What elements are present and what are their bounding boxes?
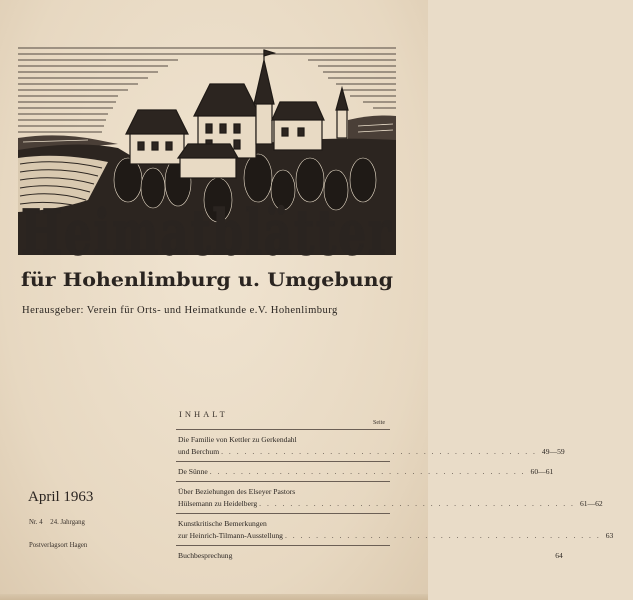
toc-heading: INHALT — [179, 409, 228, 419]
toc-leader-dots — [219, 446, 539, 458]
table-of-contents — [176, 429, 614, 565]
magazine-subtitle — [18, 266, 396, 292]
issue-number: Nr. 4 — [29, 519, 43, 526]
toc-entry-pages: 61—62 — [579, 499, 603, 508]
toc-entry-title: Über Beziehungen des Elseyer Pastors — [178, 487, 296, 496]
postal-location: Postverlagsort Hagen — [29, 542, 88, 549]
publisher-line: Herausgeber: Verein für Orts- und Heimatkunde e.V. Hohenlimburg — [22, 305, 338, 316]
magazine-title — [18, 186, 396, 268]
issue-meta — [29, 519, 91, 526]
toc-leader-dots — [208, 466, 528, 478]
toc-entry-title: zur Heinrich-Tilmann-Ausstellung — [178, 531, 283, 540]
toc-entry-title: und Berchum — [178, 447, 220, 456]
magazine-title-text: Heimatblätter — [21, 196, 393, 269]
toc-entry-pages: 63 — [605, 531, 614, 540]
toc-entry-title: Kunstkritische Bemerkungen — [178, 519, 267, 528]
page-edge — [0, 594, 428, 600]
toc-entry-title: Die Familie von Kettler zu Gerkendahl — [178, 435, 297, 444]
toc-entry[interactable] — [176, 545, 563, 565]
toc-page-label: Seite — [373, 420, 385, 426]
magazine-subtitle-text: für Hohenlimburg u. Umgebung — [21, 269, 393, 291]
toc-entry-pages: 64 — [555, 551, 563, 560]
toc-entry[interactable] — [176, 513, 614, 545]
toc-entry-pages: 60—61 — [530, 467, 554, 476]
toc-entry[interactable] — [176, 481, 603, 513]
issue-date: April 1963 — [28, 489, 94, 505]
toc-entry-title: Buchbesprechung — [178, 551, 233, 560]
issue-volume: 24. Jahrgang — [50, 519, 85, 526]
toc-entry-title: Hülsemann zu Heidelberg — [178, 499, 258, 508]
toc-entry[interactable] — [176, 461, 554, 481]
toc-entry[interactable] — [176, 429, 565, 461]
toc-entry-pages: 49—59 — [541, 447, 565, 456]
toc-leader-dots — [283, 530, 603, 542]
toc-leader-dots — [257, 498, 577, 510]
toc-entry-title: De Sünne — [178, 467, 208, 476]
